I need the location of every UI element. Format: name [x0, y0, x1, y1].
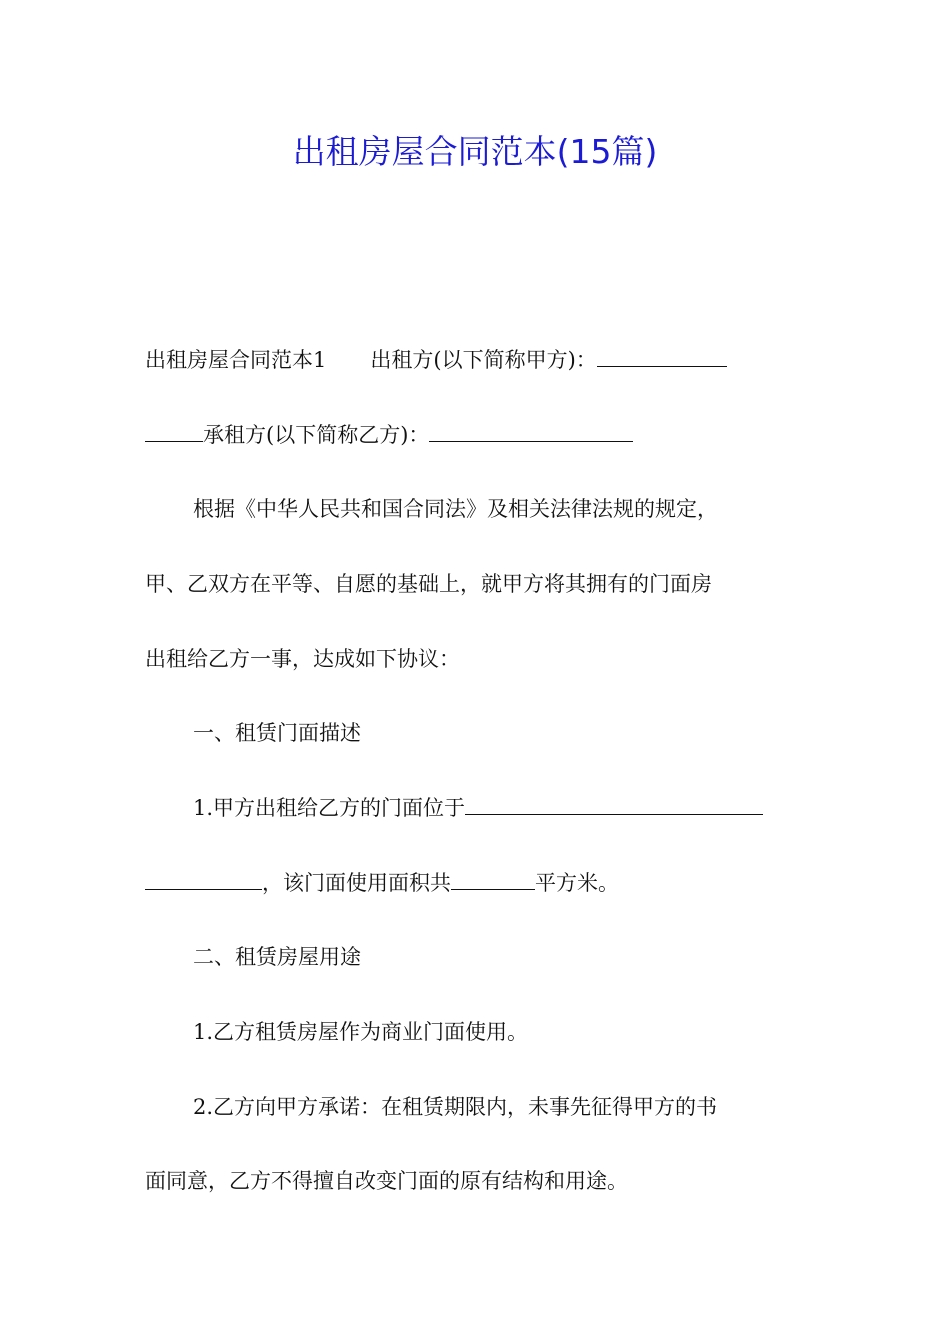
lessor-line — [145, 345, 807, 375]
lessor-blank-continued[interactable] — [145, 424, 203, 442]
lessor-label: 出租方(以下简称甲方)： — [370, 348, 597, 372]
preamble-line-1: 根据《中华人民共和国合同法》及相关法律法规的规定， — [193, 497, 718, 521]
lessor-blank[interactable] — [597, 349, 727, 367]
section-1-item-1 — [145, 793, 807, 823]
section-2-item-2-line-2: 面同意，乙方不得擅自改变门面的原有结构和用途。 — [145, 1169, 628, 1193]
area-label: ，该门面使用面积共 — [262, 871, 451, 895]
document-title: 出租房屋合同范本(15篇) — [292, 132, 658, 171]
location-blank-continued[interactable] — [145, 872, 262, 890]
section-1-heading: 一、租赁门面描述 — [193, 721, 361, 745]
section-2-item-1: 1.乙方租赁房屋作为商业门面使用。 — [193, 1020, 529, 1044]
area-unit: 平方米。 — [535, 871, 619, 895]
section-2-heading: 二、租赁房屋用途 — [193, 945, 361, 969]
section-2-item-2-line-1: 2.乙方向甲方承诺：在租赁期限内，未事先征得甲方的书 — [193, 1095, 718, 1119]
lessee-blank[interactable] — [429, 424, 633, 442]
preamble-line-2: 甲、乙双方在平等、自愿的基础上，就甲方将其拥有的门面房 — [145, 572, 712, 596]
area-blank[interactable] — [451, 872, 535, 890]
lessee-line — [145, 420, 807, 450]
lessee-label: 承租方(以下简称乙方)： — [203, 423, 430, 447]
contract-heading: 出租房屋合同范本1 — [145, 348, 327, 372]
section-1-item-1-continued — [145, 868, 807, 898]
preamble-line-3: 出租给乙方一事，达成如下协议： — [145, 647, 460, 671]
location-blank[interactable] — [465, 797, 763, 815]
location-label: 1.甲方出租给乙方的门面位于 — [193, 796, 466, 820]
